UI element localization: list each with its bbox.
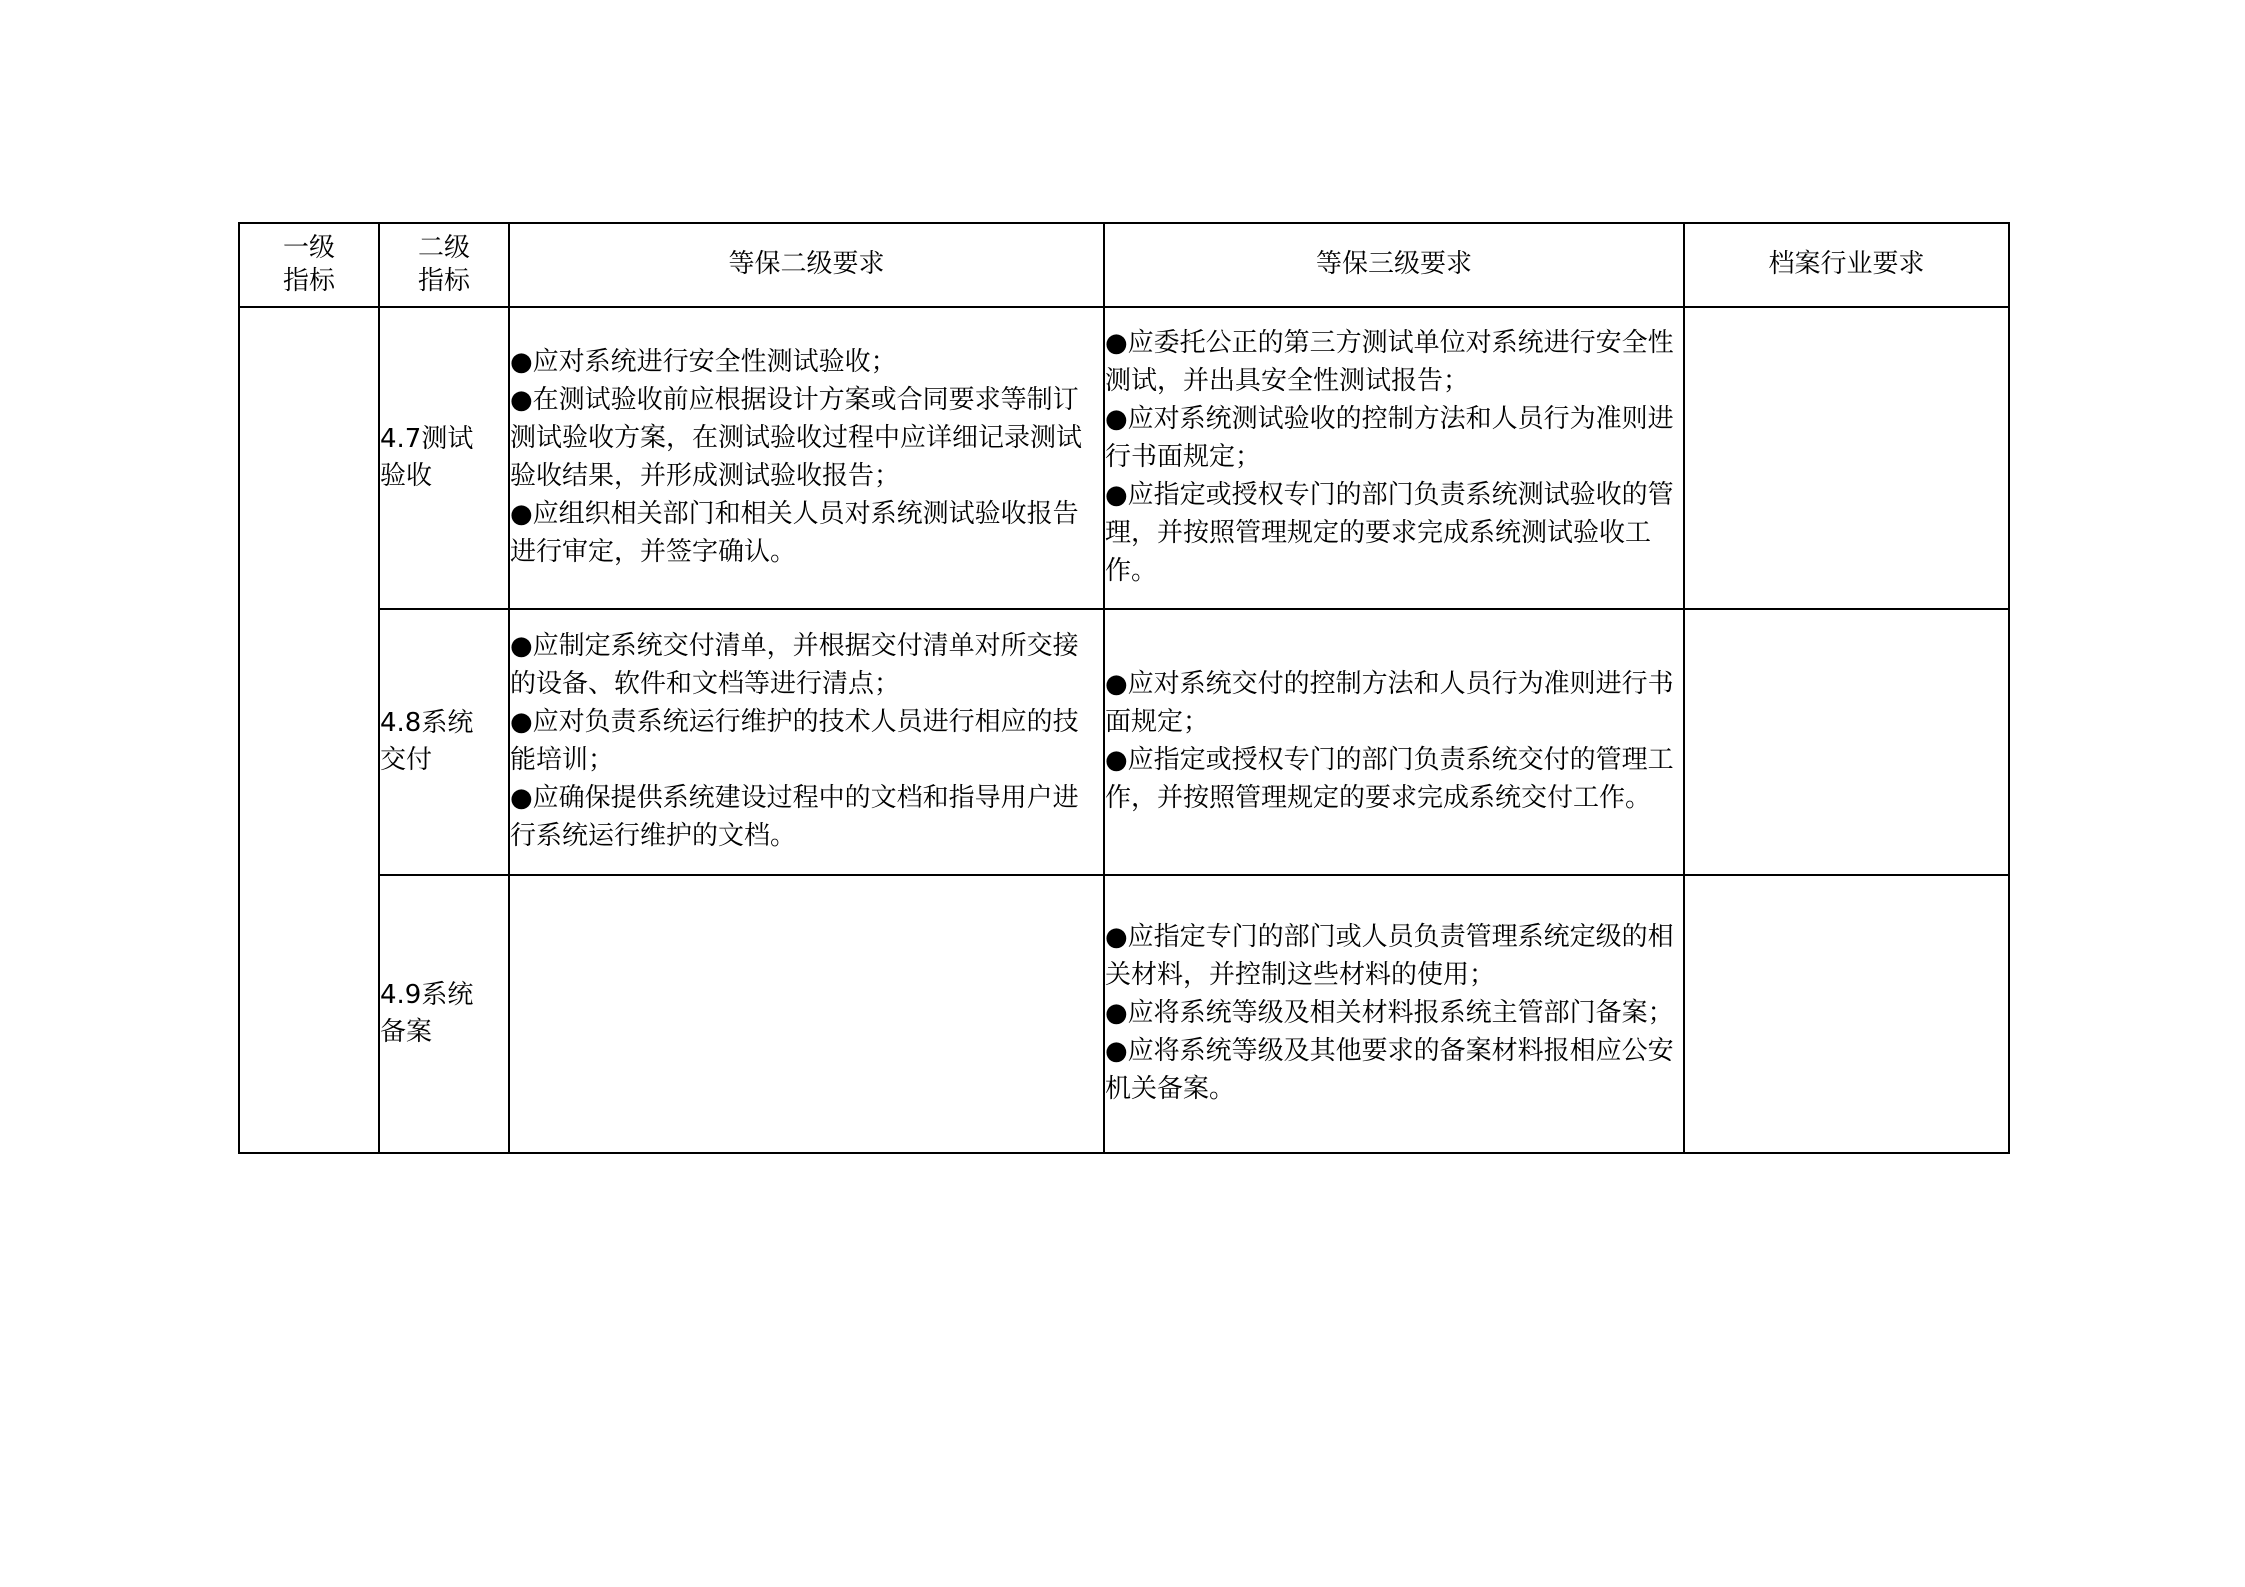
requirement-item: ●应指定专门的部门或人员负责管理系统定级的相关材料，并控制这些材料的使用；: [1105, 922, 1674, 991]
cell-level3-requirement: [1104, 875, 1684, 1153]
requirement-item: ●应将系统等级及其他要求的备案材料报相应公安机关备案。: [1105, 1035, 1674, 1104]
cell-level1-indicator: [239, 307, 379, 1153]
requirement-item: ●应对系统进行安全性测试验收；: [510, 347, 897, 378]
header-industry-requirement: 档案行业要求: [1684, 223, 2009, 307]
cell-level3-requirement: [1104, 307, 1684, 609]
requirement-item: ●应委托公正的第三方测试单位对系统进行安全性测试，并出具安全性测试报告；: [1105, 328, 1674, 397]
table-body: [239, 307, 2009, 1153]
table-header: [239, 223, 2009, 307]
cell-industry-requirement: [1684, 609, 2009, 875]
requirement-item: ●应组织相关部门和相关人员对系统测试验收报告进行审定，并签字确认。: [510, 498, 1079, 567]
requirement-item: ●应制定系统交付清单，并根据交付清单对所交接的设备、软件和文档等进行清点；: [510, 631, 1079, 700]
requirement-item: ●应将系统等级及相关材料报系统主管部门备案；: [1105, 998, 1674, 1029]
level2-label-line1: 4.8系统: [380, 708, 474, 739]
requirement-item: ●应对系统测试验收的控制方法和人员行为准则进行书面规定；: [1105, 404, 1674, 473]
header-level2-requirement: 等保二级要求: [509, 223, 1104, 307]
header-level1: [239, 223, 379, 307]
cell-level3-requirement: [1104, 609, 1684, 875]
requirement-item: ●在测试验收前应根据设计方案或合同要求等制订测试验收方案，在测试验收过程中应详细记录测试验收结果，并形成测试验收报告；: [510, 385, 1083, 491]
header-level2-line1: 二级: [417, 232, 470, 263]
level2-label-line1: 4.9系统: [380, 980, 474, 1011]
cell-level2-indicator: [379, 609, 509, 875]
requirement-item: ●应确保提供系统建设过程中的文档和指导用户进行系统运行维护的文档。: [510, 782, 1079, 851]
requirement-item: ●应指定或授权专门的部门负责系统测试验收的管理，并按照管理规定的要求完成系统测试验收工作。: [1105, 479, 1674, 586]
requirements-table: [238, 222, 2010, 1154]
cell-level2-indicator: [379, 875, 509, 1153]
level2-label-line2: 备案: [380, 1017, 433, 1047]
cell-level2-requirement: [509, 875, 1104, 1153]
level2-label-line1: 4.7测试: [380, 424, 474, 455]
cell-level2-requirement: [509, 307, 1104, 609]
table-header-row: [239, 223, 2009, 307]
requirement-item: ●应对负责系统运行维护的技术人员进行相应的技能培训；: [510, 707, 1079, 775]
requirement-item: ●应指定或授权专门的部门负责系统交付的管理工作，并按照管理规定的要求完成系统交付工作。: [1105, 745, 1674, 813]
table-row: [239, 307, 2009, 609]
header-level2: [379, 223, 509, 307]
header-level2-line2: 指标: [417, 266, 470, 296]
header-level3-requirement: 等保三级要求: [1104, 223, 1684, 307]
level2-label-line2: 验收: [380, 461, 433, 491]
cell-level2-requirement: [509, 609, 1104, 875]
cell-level2-indicator: [379, 307, 509, 609]
header-level1-line2: 指标: [282, 266, 335, 296]
table-row: [239, 609, 2009, 875]
level2-label-line2: 交付: [380, 745, 433, 775]
table-row: [239, 875, 2009, 1153]
cell-industry-requirement: [1684, 875, 2009, 1153]
header-level1-line1: 一级: [282, 232, 335, 263]
requirement-item: ●应对系统交付的控制方法和人员行为准则进行书面规定；: [1105, 669, 1674, 738]
cell-industry-requirement: [1684, 307, 2009, 609]
